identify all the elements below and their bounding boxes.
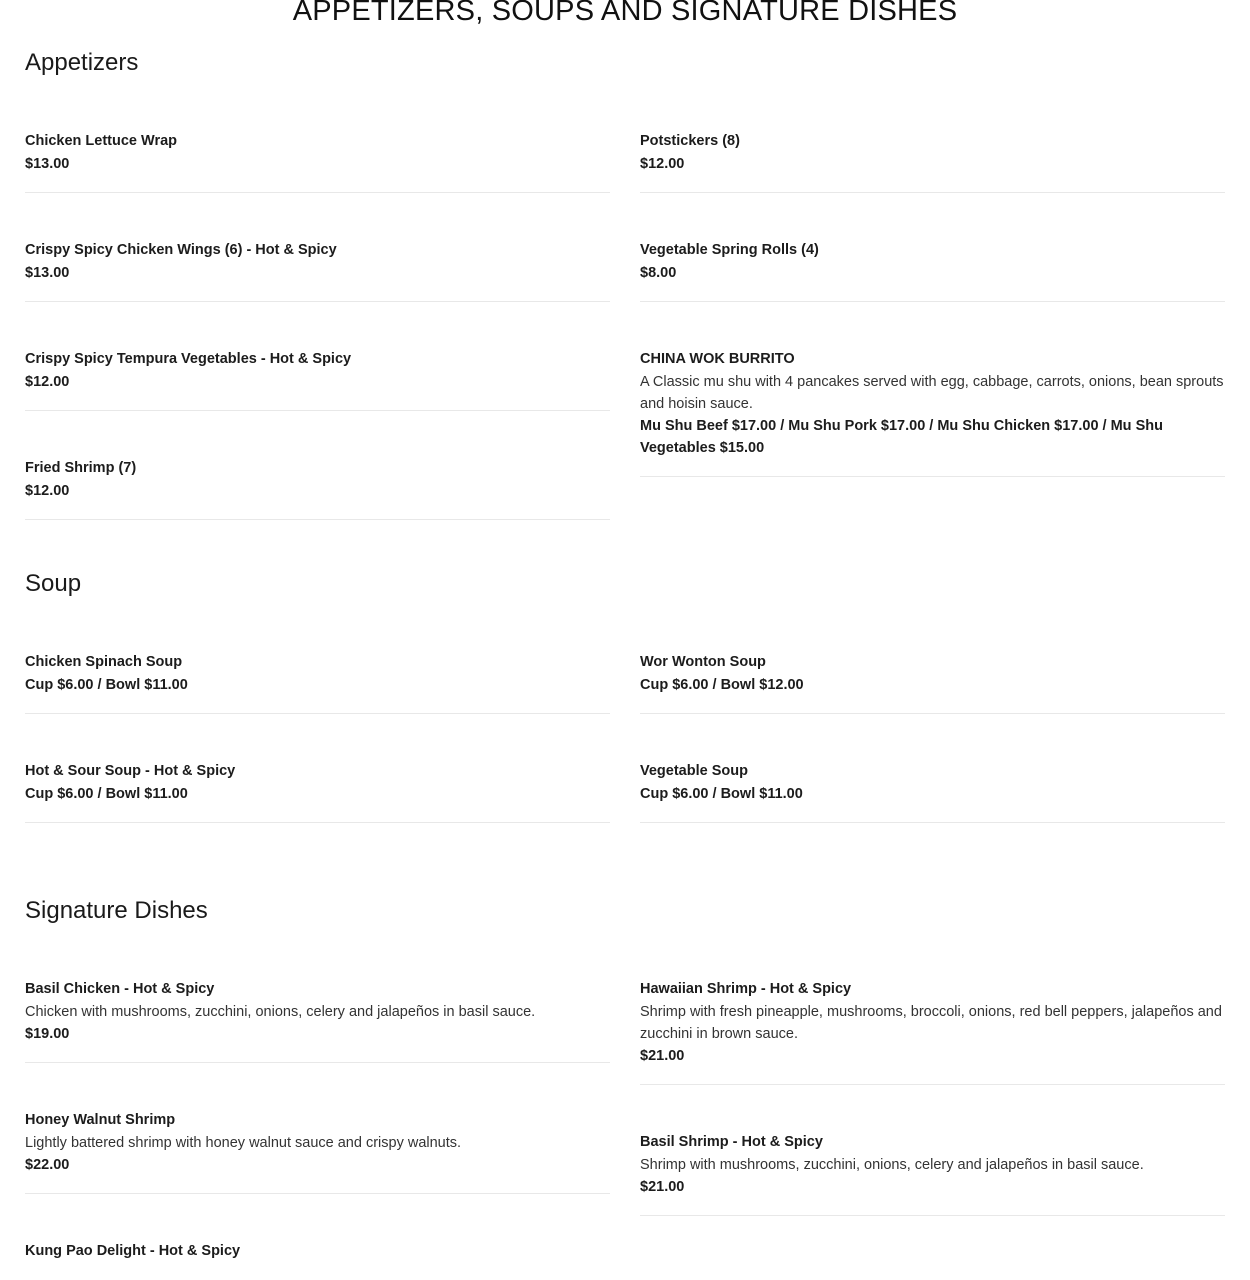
item-description: A Classic mu shu with 4 pancakes served with egg, cabbage, carrots, onions, bean sprouts and hoisin sauce.: [640, 374, 1224, 412]
section-appetizers: [25, 48, 1225, 499]
item-price: Mu Shu Beef $17.00 / Mu Shu Pork $17.00 / Mu Shu Chicken $17.00 / Mu Shu Vegetables $15.00: [640, 418, 1163, 456]
item-name: Crispy Spicy Tempura Vegetables - Hot & Spicy: [25, 351, 352, 367]
soup-right-column: [640, 651, 1225, 823]
menu-item: [640, 348, 1225, 477]
item-price: $21.00: [640, 1179, 685, 1195]
item-name: Vegetable Spring Rolls (4): [640, 242, 819, 258]
item-name: Chicken Lettuce Wrap: [25, 133, 178, 149]
signature-right-column: [640, 978, 1225, 1216]
menu-item: [25, 348, 610, 411]
menu-item: [640, 239, 1225, 302]
item-name: Potstickers (8): [640, 133, 740, 149]
menu-item: [25, 1240, 610, 1280]
appetizers-right-column: [640, 130, 1225, 477]
item-name: Honey Walnut Shrimp: [25, 1112, 176, 1128]
item-price: $12.00: [25, 374, 70, 390]
soup-left-column: [25, 651, 610, 823]
menu-item: [640, 130, 1225, 193]
item-name: Basil Shrimp - Hot & Spicy: [640, 1134, 823, 1150]
item-name: Kung Pao Delight - Hot & Spicy: [25, 1243, 241, 1259]
item-name: Crispy Spicy Chicken Wings (6) - Hot & Spicy: [25, 242, 337, 258]
item-name: Hawaiian Shrimp - Hot & Spicy: [640, 981, 852, 997]
menu-item: [640, 760, 1225, 823]
appetizers-left-column: [25, 130, 610, 520]
section-title: Appetizers: [25, 49, 139, 76]
item-price: $12.00: [25, 483, 70, 499]
menu-item: [25, 978, 610, 1063]
section-signature-dishes: [25, 896, 1225, 1259]
menu-item: [25, 651, 610, 714]
item-price: Cup $6.00 / Bowl $12.00: [640, 677, 804, 693]
item-price: $13.00: [25, 156, 70, 172]
menu-item: [25, 239, 610, 302]
menu-item: [640, 651, 1225, 714]
item-description: Shrimp with fresh pineapple, mushrooms, broccoli, onions, red bell peppers, jalapeños and zucchini in brown sauce.: [640, 1004, 1222, 1042]
item-price: Cup $6.00 / Bowl $11.00: [640, 786, 803, 802]
item-price: $13.00: [25, 265, 70, 281]
item-price: $22.00: [25, 1157, 70, 1173]
item-name: Vegetable Soup: [640, 763, 748, 779]
menu-item: [640, 1131, 1225, 1216]
item-name: Hot & Sour Soup - Hot & Spicy: [25, 763, 236, 779]
item-name: Wor Wonton Soup: [640, 654, 766, 670]
item-price: $12.00: [640, 156, 685, 172]
item-price: $19.00: [25, 1026, 70, 1042]
section-title: Soup: [25, 570, 82, 597]
menu-item: [640, 978, 1225, 1085]
item-description: Lightly battered shrimp with honey walnut sauce and crispy walnuts.: [25, 1135, 462, 1151]
section-soup: [25, 569, 1225, 802]
item-price: $21.00: [640, 1048, 685, 1064]
menu-item: [25, 130, 610, 193]
item-name: Basil Chicken - Hot & Spicy: [25, 981, 215, 997]
menu-item: [25, 457, 610, 520]
page-title: APPETIZERS, SOUPS AND SIGNATURE DISHES: [292, 0, 958, 27]
item-description: Shrimp with mushrooms, zucchini, onions, celery and jalapeños in basil sauce.: [640, 1157, 1144, 1173]
item-price: Cup $6.00 / Bowl $11.00: [25, 677, 188, 693]
item-description: Chicken with mushrooms, zucchini, onions, celery and jalapeños in basil sauce.: [25, 1004, 536, 1020]
item-name: Chicken Spinach Soup: [25, 654, 183, 670]
item-name: Fried Shrimp (7): [25, 460, 137, 476]
item-price: $8.00: [640, 265, 677, 281]
section-title: Signature Dishes: [25, 897, 208, 924]
menu-item: [25, 1109, 610, 1194]
menu-item: [25, 760, 610, 823]
signature-left-column: [25, 978, 610, 1280]
item-name: CHINA WOK BURRITO: [640, 351, 795, 367]
item-price: Cup $6.00 / Bowl $11.00: [25, 786, 188, 802]
